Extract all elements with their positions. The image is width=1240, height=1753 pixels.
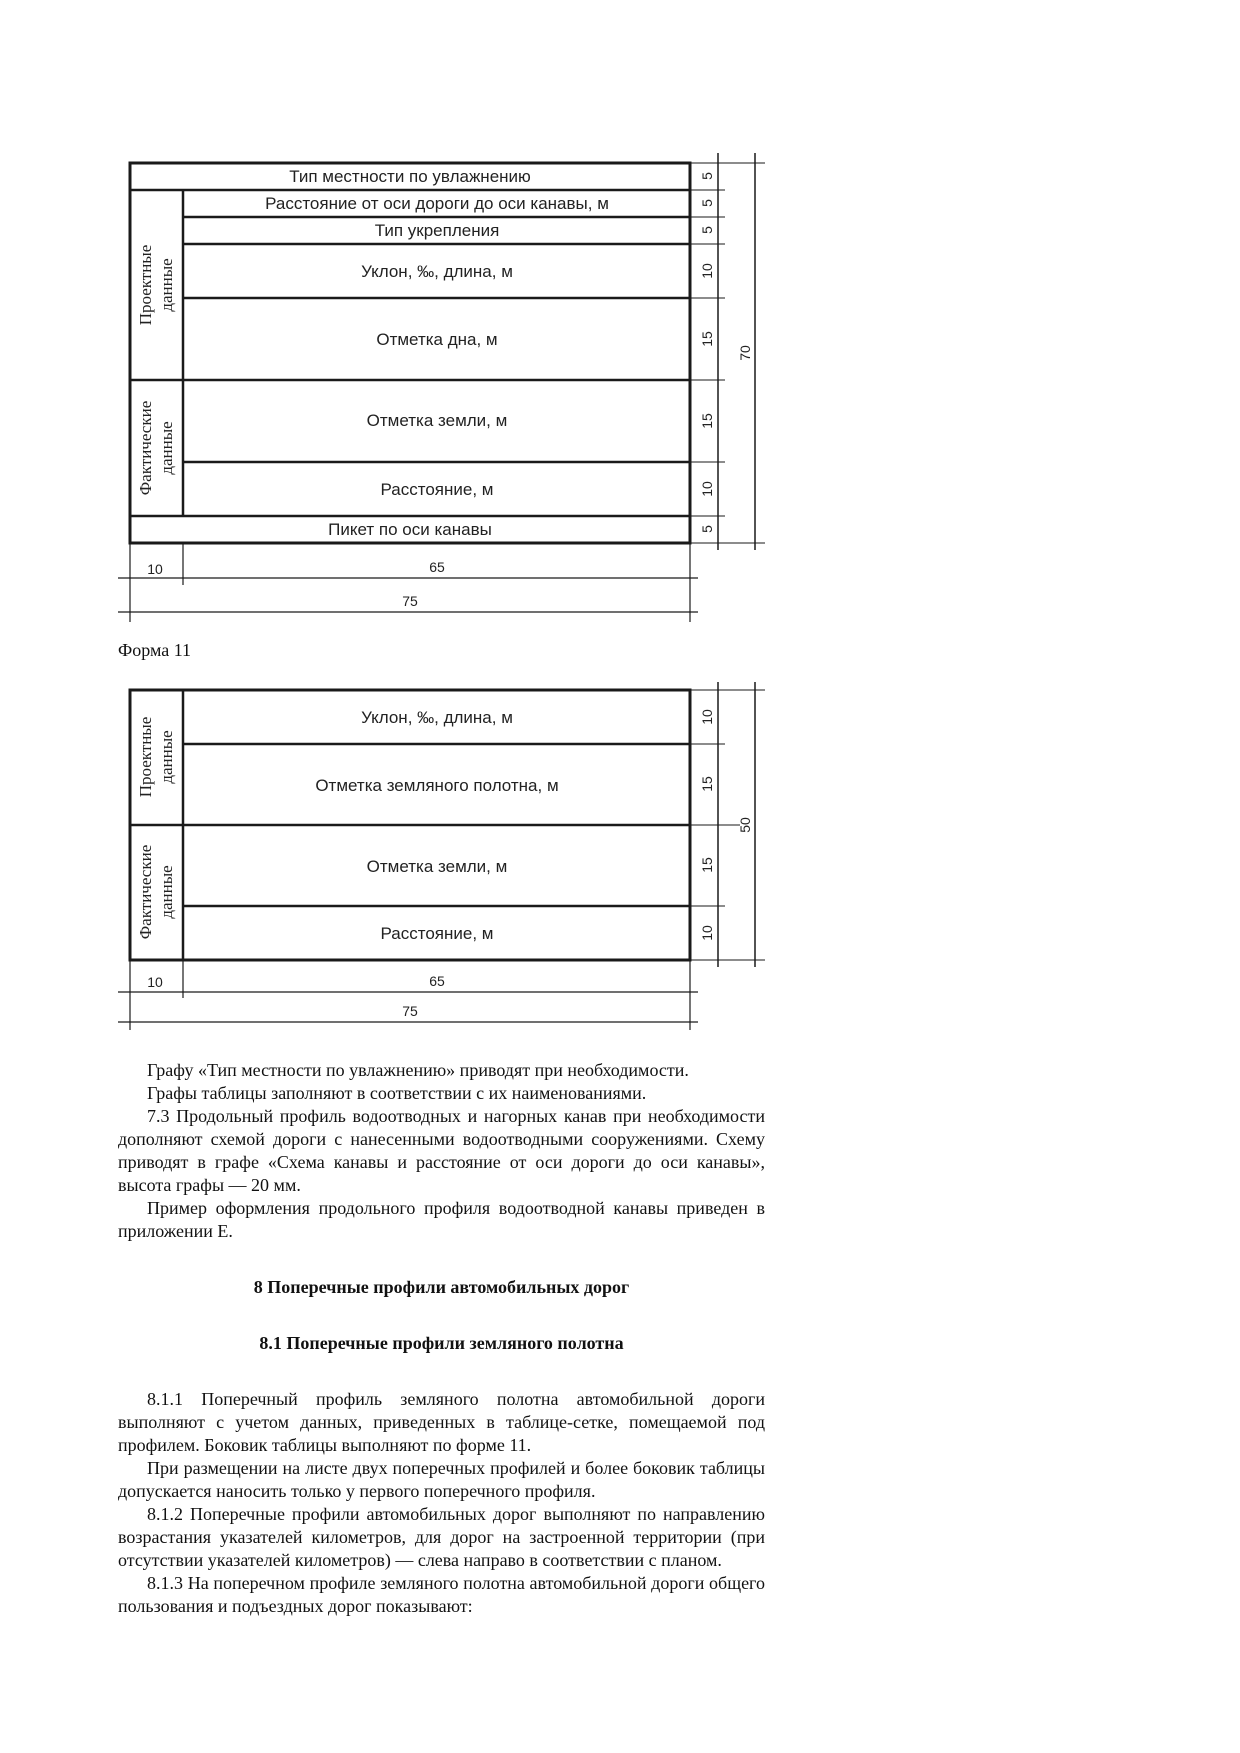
form-10-row-height: 5 [699,199,715,207]
form-10-row-height: 10 [699,263,715,279]
form-10-row-label: Расстояние, м [380,480,494,499]
form-10-total-height: 70 [737,345,753,361]
form-11-total-height: 50 [737,817,753,833]
form-10-row-height: 5 [699,226,715,234]
form-11-width-main: 65 [429,973,445,989]
form-10-row-height: 10 [699,481,715,497]
form-10-width-total: 75 [402,593,418,609]
form-11-row-label: Отметка земляного полотна, м [315,776,559,795]
form-11-row-height: 10 [699,925,715,941]
form-10-width-side: 10 [147,561,163,577]
form-11-drawing [0,680,1240,1060]
form-11-caption: Форма 11 [118,640,192,660]
form-11-width-total: 75 [402,1003,418,1019]
subsection-heading-8-1: 8.1 Поперечные профили земляного полотна [259,1333,624,1353]
form-11-width-side: 10 [147,974,163,990]
form-10-side-header-design: данные [157,258,176,312]
form-10-row-label: Отметка дна, м [376,330,498,349]
form-10-row-height: 5 [699,525,715,533]
form-10-row-height: 5 [699,172,715,180]
form-10-row-label: Тип укрепления [374,221,500,240]
paragraph: 8.1.1 Поперечный профиль земляного полотна автомобильной дороги выполняют с учетом данных, приведенных в таблице-сетке, помещаемой под профилем. Боковик таблицы выполняют по форме 11. [118,1389,765,1455]
form-11-row-label: Уклон, ‰, длина, м [361,708,513,727]
paragraph: 8.1.2 Поперечные профили автомобильных дорог выполняют по направлению возрастания указателей километров, для дорог на застроенной территории (при отсутствии указателей километров) — слева направо в соответствии с планом. [118,1504,765,1570]
form-10-side-header-design: Проектные [136,244,155,326]
paragraph: 7.3 Продольный профиль водоотводных и нагорных канав при необходимости дополняют схемой дороги с нанесенными водоотводными сооружениями. Схему приводят в графе «Схема канавы и расстояние от оси дороги до оси канавы», высота графы — 20 мм. [118,1106,765,1195]
form-10-row-height: 15 [699,413,715,429]
form-10-side-header-actual: данные [157,421,176,475]
form-11-row-height: 15 [699,776,715,792]
paragraph: Пример оформления продольного профиля водоотводной канавы приведен в приложении Е. [118,1198,765,1241]
form-10-row-label: Уклон, ‰, длина, м [361,262,513,281]
form-10-row-label: Расстояние от оси дороги до оси канавы, м [265,194,609,213]
form-11-side-header-design: данные [157,730,176,784]
form-10-row-label: Пикет по оси канавы [328,520,492,539]
form-11-side-header-actual: Фактические [136,844,155,940]
form-11-side-header-actual: данные [157,865,176,919]
form-10-row-label: Тип местности по увлажнению [289,167,531,186]
form-10-side-header-actual: Фактические [136,400,155,496]
form-11-row-height: 15 [699,857,715,873]
form-10-width-main: 65 [429,559,445,575]
paragraph: При размещении на листе двух поперечных профилей и более боковик таблицы допускается наносить только у первого поперечного профиля. [118,1458,765,1501]
paragraph: Графы таблицы заполняют в соответствии с их наименованиями. [147,1083,647,1103]
paragraph: 8.1.3 На поперечном профиле земляного полотна автомобильной дороги общего пользования и подъездных дорог показывают: [118,1573,765,1616]
form-11-row-label: Отметка земли, м [366,857,508,876]
form-10-drawing [0,0,1240,640]
form-10-row-label: Отметка земли, м [366,411,508,430]
form-10-row-height: 15 [699,331,715,347]
paragraph: Графу «Тип местности по увлажнению» приводят при необходимости. [147,1060,689,1080]
section-heading-8: 8 Поперечные профили автомобильных дорог [253,1277,630,1297]
form-11-row-label: Расстояние, м [380,924,494,943]
body-text [118,1059,765,1618]
form-11-side-header-design: Проектные [136,716,155,798]
form-11-row-height: 10 [699,709,715,725]
